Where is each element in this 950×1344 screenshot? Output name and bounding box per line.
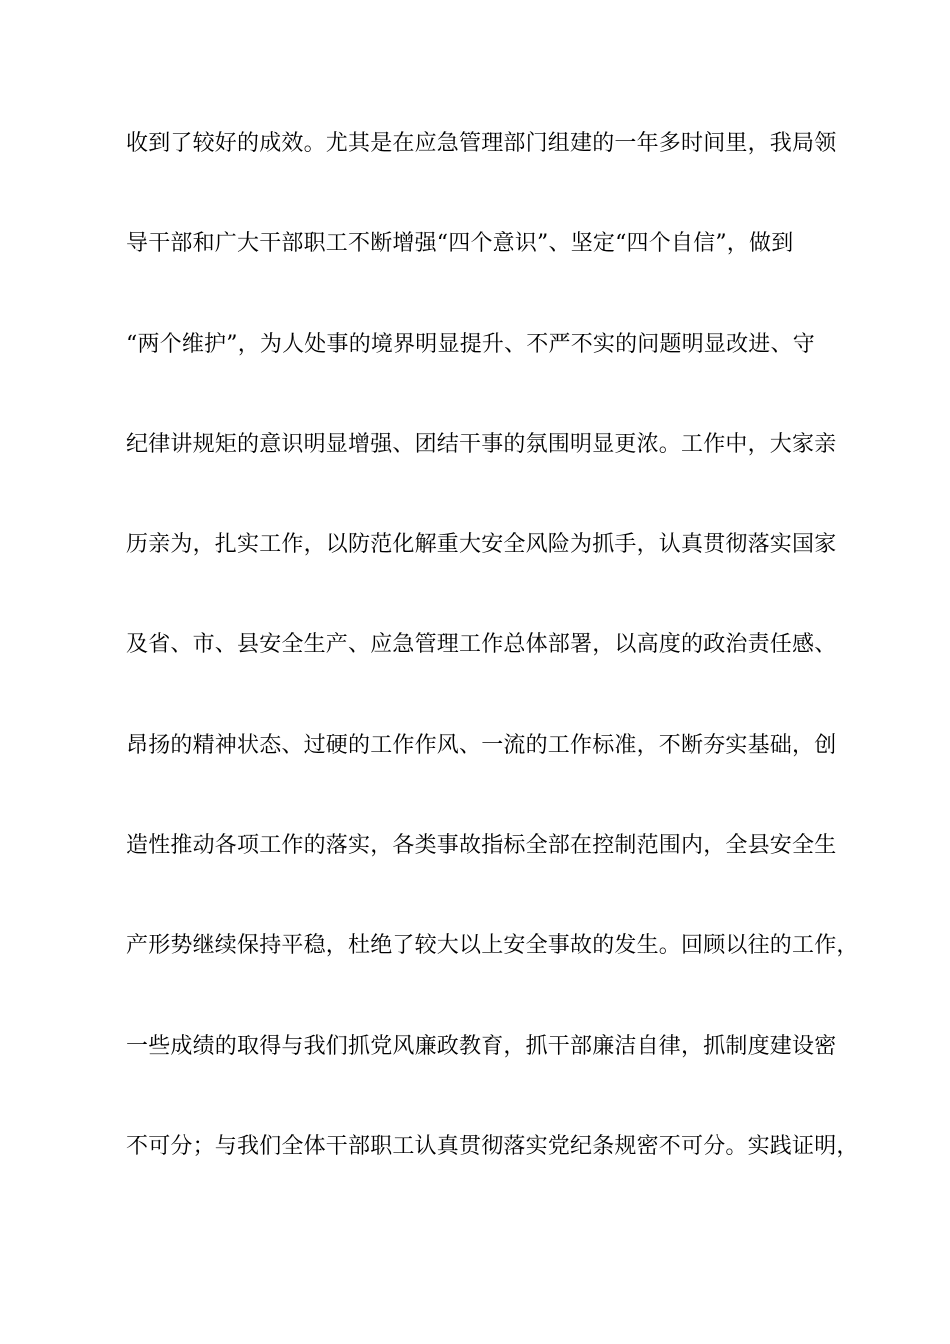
text-line-1: 收到了较好的成效。尤其是在应急管理部门组建的一年多时间里，我局领 [126, 131, 837, 156]
body-text [126, 124, 859, 1227]
text-line-5: 历亲为，扎实工作，以防范化解重大安全风险为抓手，认真贯彻落实国家 [126, 532, 837, 558]
text-line-3: “两个维护”，为人处事的境界明显提升、不严不实的问题明显改进、守 [126, 331, 815, 357]
text-line-8: 造性推动各项工作的落实，各类事故指标全部在控制范围内，全县安全生 [126, 833, 837, 859]
text-line-6: 及省、市、县安全生产、应急管理工作总体部署，以高度的政治责任感、 [126, 632, 837, 658]
text-line-2: 导干部和广大干部职工不断增强“四个意识”、坚定“四个自信”，做到 [126, 231, 794, 257]
text-line-4: 纪律讲规矩的意识明显增强、团结干事的氛围明显更浓。工作中，大家亲 [126, 431, 837, 457]
text-line-11: 不可分；与我们全体干部职工认真贯彻落实党纪条规密不可分。实践证明， [126, 1133, 859, 1159]
text-line-7: 昂扬的精神状态、过硬的工作作风、一流的工作标准，不断夯实基础，创 [126, 732, 837, 758]
text-line-9: 产形势继续保持平稳，杜绝了较大以上安全事故的发生。回顾以往的工作， [126, 933, 859, 959]
text-line-10: 一些成绩的取得与我们抓党风廉政教育，抓干部廉洁自律，抓制度建设密 [126, 1033, 837, 1059]
